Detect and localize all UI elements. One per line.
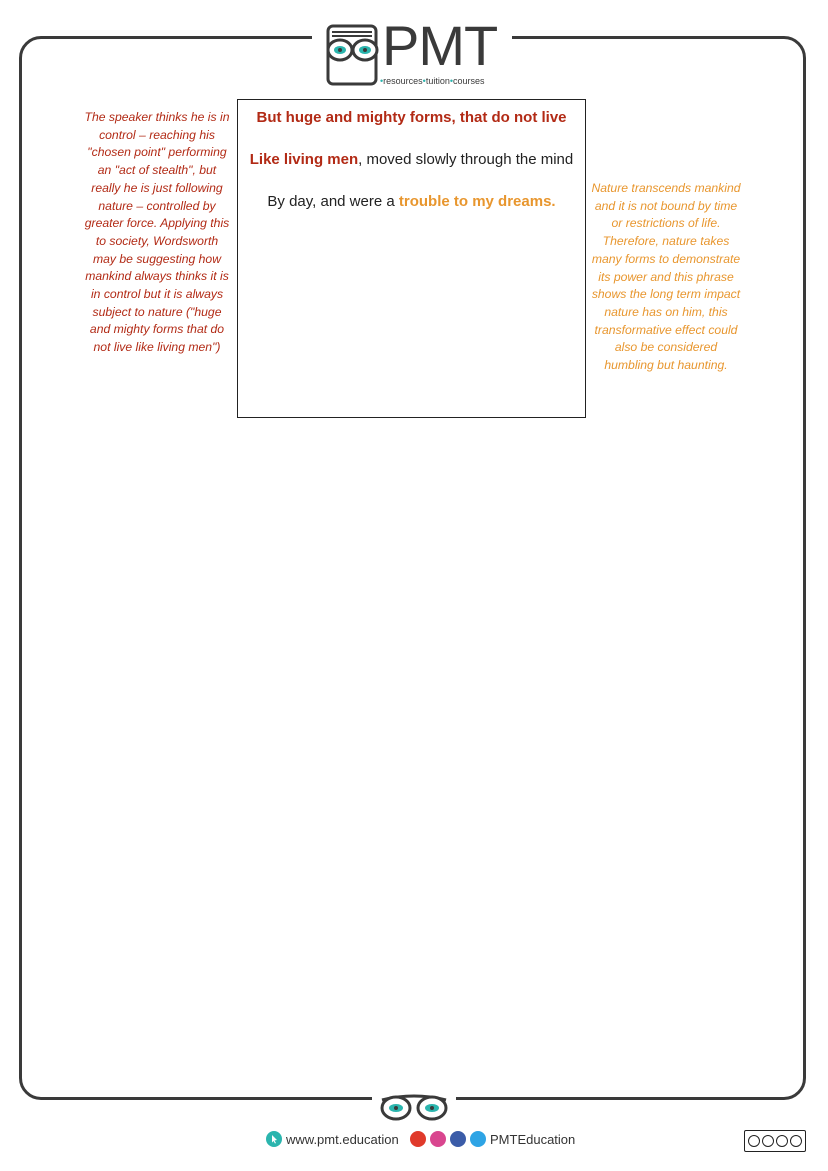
quote-line-2-rest: , moved slowly through the mind xyxy=(358,151,574,168)
annotation-left: The speaker thinks he is in control – reaching his "chosen point" performing an "act of stealth", but really he is just following nature – controlled by greater force. Applying this to society, Wordsworth may be suggesting how mankind always thinks it is in control but it is always subject to nature ("huge and mighty forms that do not live like living men") xyxy=(84,110,230,355)
cc-icon xyxy=(748,1135,760,1147)
quote-line-3-start: By day, and were a xyxy=(267,193,399,210)
instagram-icon[interactable] xyxy=(430,1131,446,1147)
quote-line-2 xyxy=(238,151,585,168)
quote-highlight-trouble: trouble to my dreams. xyxy=(398,193,556,210)
footer-website[interactable] xyxy=(266,1131,399,1147)
by-icon xyxy=(762,1135,774,1147)
quote-line-3 xyxy=(238,193,585,210)
twitter-icon[interactable] xyxy=(470,1131,486,1147)
creative-commons-badge xyxy=(744,1130,806,1152)
annotation-right: Nature transcends mankind and it is not bound by time or restrictions of life. Therefore, nature takes many forms to demonstrate its power and this phrase shows the long term impact nature has on him, this transformative effect could also be considered humbling but haunting. xyxy=(591,181,741,373)
social-handle: PMTEducation xyxy=(490,1131,576,1147)
logo-tagline: •resources•tuition•courses xyxy=(380,76,485,86)
facebook-icon[interactable] xyxy=(450,1131,466,1147)
nc-icon xyxy=(776,1135,788,1147)
logo-wordmark: PMT xyxy=(382,14,498,77)
quote-box xyxy=(237,99,586,418)
glasses-icon xyxy=(378,1094,450,1122)
footer xyxy=(0,1131,828,1155)
footer-social xyxy=(410,1131,575,1147)
youtube-icon[interactable] xyxy=(410,1131,426,1147)
cursor-icon xyxy=(266,1131,282,1147)
quote-highlight-living-men: Like living men xyxy=(249,151,359,168)
website-link[interactable]: www.pmt.education xyxy=(286,1131,399,1147)
quote-line-1: But huge and mighty forms, that do not live xyxy=(256,109,567,126)
nd-icon xyxy=(790,1135,802,1147)
